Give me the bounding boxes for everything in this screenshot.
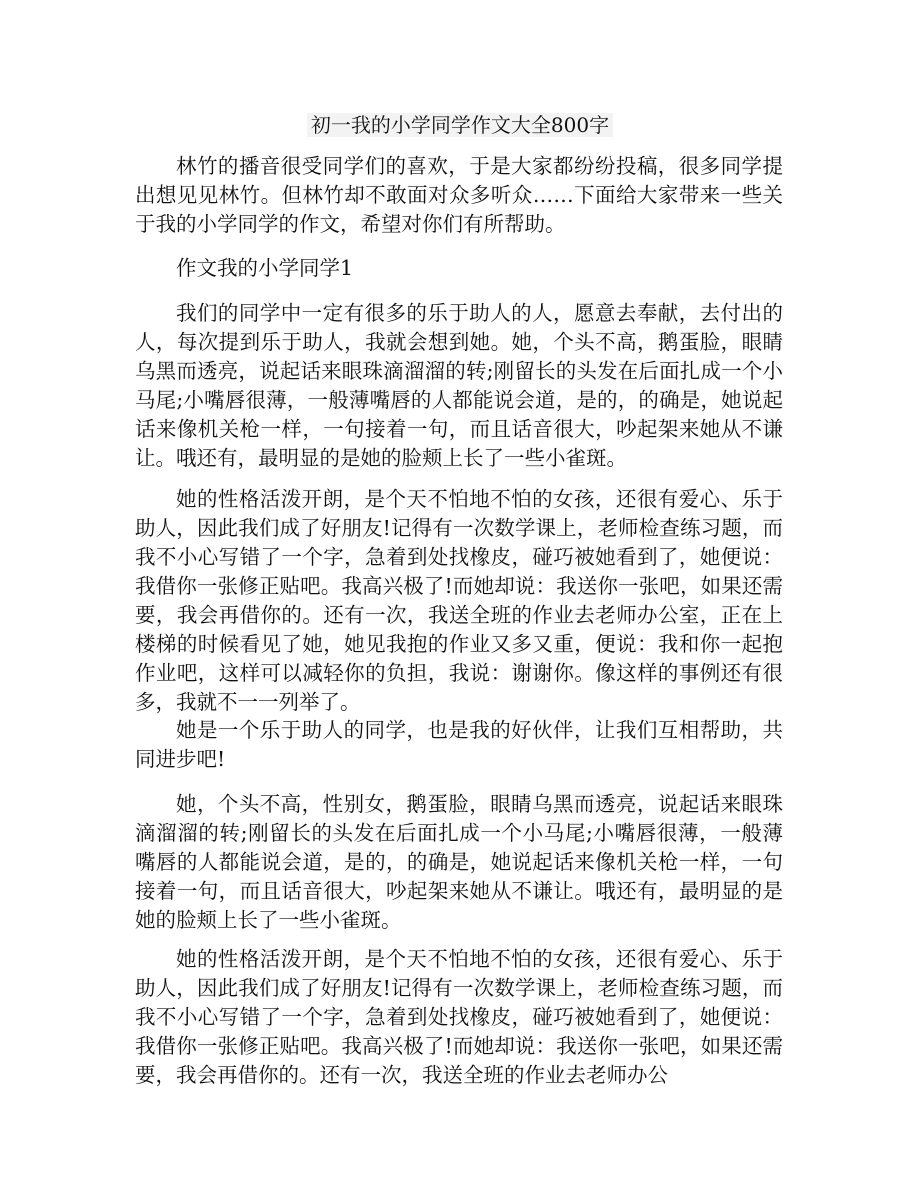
body-paragraph-5: 她的性格活泼开朗，是个天不怕地不怕的女孩，还很有爱心、乐于助人，因此我们成了好朋友!记得有一次数学课上，老师检查练习题，而我不小心写错了一个字，急着到处找橡皮，碰巧被她看到了，她便说：我借你一张修正贴吧。我高兴极了!而她却说：我送你一张吧，如果还需要，我会再借你的。还有一次，我送全班的作业去老师办公	[135, 947, 783, 1087]
document-title	[0, 111, 920, 139]
section-heading: 作文我的小学同学1	[176, 256, 354, 280]
intro-paragraph: 林竹的播音很受同学们的喜欢，于是大家都纷纷投稿，很多同学提出想见见林竹。但林竹却不敢面对众多听众……下面给大家带来一些关于我的小学同学的作文，希望对你们有所帮助。	[135, 154, 783, 236]
body-paragraph-2: 她的性格活泼开朗，是个天不怕地不怕的女孩，还很有爱心、乐于助人，因此我们成了好朋友!记得有一次数学课上，老师检查练习题，而我不小心写错了一个字，急着到处找橡皮，碰巧被她看到了，她便说：我借你一张修正贴吧。我高兴极了!而她却说：我送你一张吧，如果还需要，我会再借你的。还有一次，我送全班的作业去老师办公室，正在上楼梯的时候看见了她，她见我抱的作业又多又重，便说：我和你一起抱作业吧，这样可以减轻你的负担，我说：谢谢你。像这样的事例还有很多，我就不一一列举了。	[135, 487, 783, 714]
body-paragraph-4: 她，个头不高，性别女，鹅蛋脸，眼睛乌黑而透亮，说起话来眼珠滴溜溜的转;刚留长的头发在后面扎成一个小马尾;小嘴唇很薄，一般薄嘴唇的人都能说会道，是的，的确是，她说起话来像机关枪一样，一句接着一句，而且话音很大，吵起架来她从不谦让。哦还有，最明显的是她的脸颊上长了一些小雀斑。	[135, 792, 783, 932]
document-title-text: 初一我的小学同学作文大全800字	[307, 113, 613, 137]
body-paragraph-3: 她是一个乐于助人的同学，也是我的好伙伴，让我们互相帮助，共同进步吧!	[135, 718, 783, 771]
body-paragraph-1: 我们的同学中一定有很多的乐于助人的人，愿意去奉献，去付出的人，每次提到乐于助人，我就会想到她。她，个头不高，鹅蛋脸，眼睛乌黑而透亮，说起话来眼珠滴溜溜的转;刚留长的头发在后面扎成一个小马尾;小嘴唇很薄，一般薄嘴唇的人都能说会道，是的，的确是，她说起话来像机关枪一样，一句接着一句，而且话音很大，吵起架来她从不谦让。哦还有，最明显的是她的脸颊上长了一些小雀斑。	[135, 301, 783, 470]
